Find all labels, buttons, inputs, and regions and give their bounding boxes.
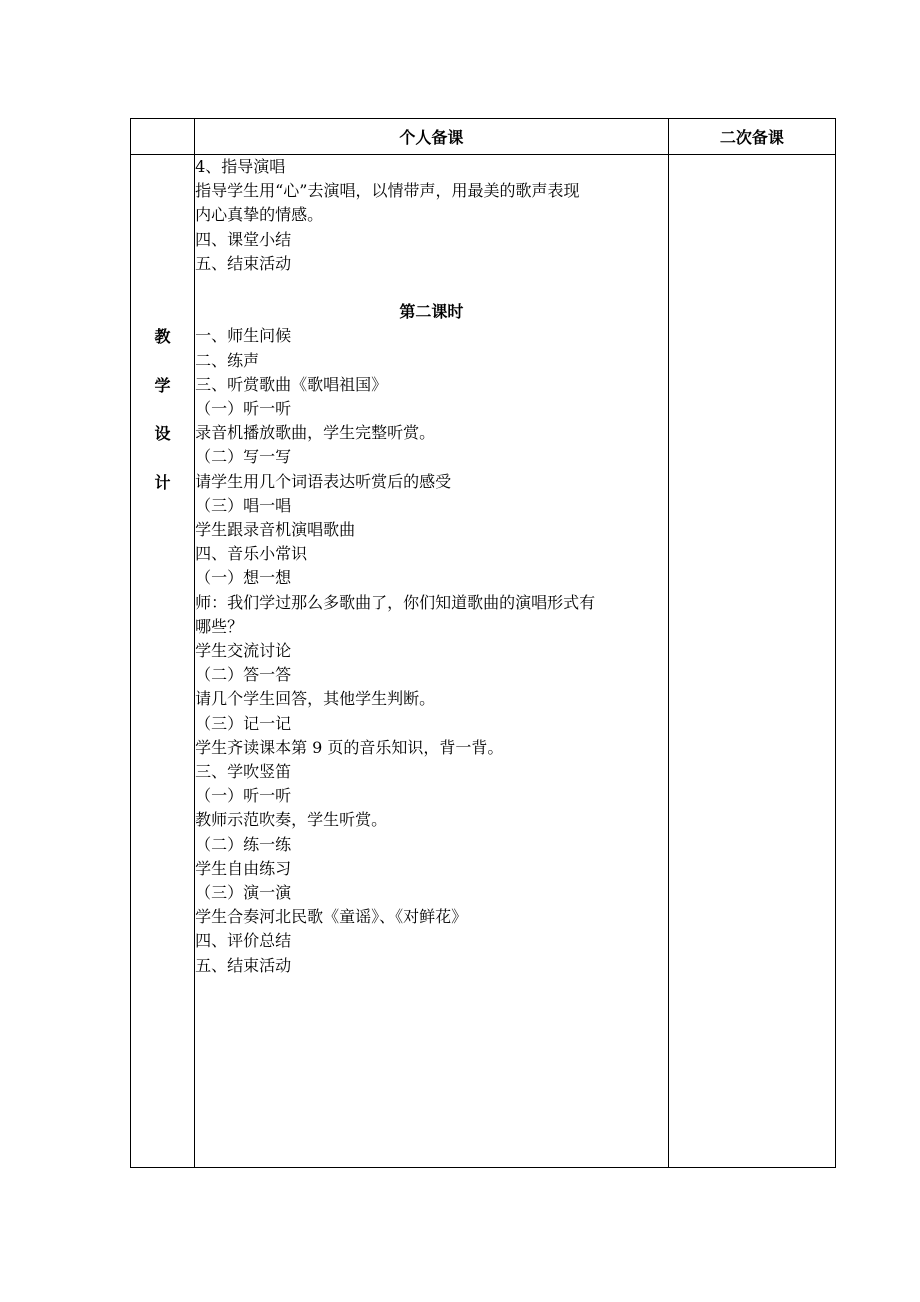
side-label-char: 计 [154,472,171,492]
content-line: （一）听一听 [195,786,292,806]
content-line: （三）演一演 [195,883,292,903]
content-line: 录音机播放歌曲，学生完整听赏。 [195,423,436,443]
content-line: 师：我们学过那么多歌曲了，你们知道歌曲的演唱形式有 [195,592,596,612]
content-line: 哪些？ [195,616,244,636]
content-line: （一）想一想 [195,568,292,588]
content-line: （三）唱一唱 [195,495,292,515]
header-personal-prep: 个人备课 [195,119,669,155]
content-line: 五、结束活动 [195,253,292,273]
content-line: 二、练声 [195,350,260,370]
secondary-prep-content [668,155,835,1168]
content-line: 四、音乐小常识 [195,544,308,564]
personal-prep-content [195,155,669,1168]
side-label-char: 教 [154,327,171,346]
content-line [195,276,668,300]
lesson-plan-table [130,118,836,1168]
content-line: 请学生用几个词语表达听赏后的感受 [195,471,452,491]
table-header-row [131,119,836,155]
side-label-char: 设 [154,424,171,443]
content-line: 三、学吹竖笛 [195,762,292,782]
content-line: 三、听赏歌曲《歌唱祖国》 [195,374,388,394]
content-line: 一、师生问候 [195,326,292,346]
content-line: 内心真挚的情感。 [195,205,324,225]
content-line: 四、评价总结 [195,931,292,951]
content-line: （二）答一答 [195,665,292,685]
lesson-content-lines [195,155,668,978]
content-line: 学生自由练习 [195,858,292,878]
content-line: （二）练一练 [195,834,292,854]
header-empty-cell [131,119,195,155]
lesson-subtitle: 第二课时 [399,302,464,322]
content-line: 学生交流讨论 [195,641,292,661]
side-label-char: 学 [154,375,171,395]
table-body-row [131,155,836,1168]
content-line: 指导学生用“心”去演唱，以情带声，用最美的歌声表现 [195,181,580,201]
content-line: 四、课堂小结 [195,229,292,249]
content-line: 4、指导演唱 [195,157,286,176]
content-line: （三）记一记 [195,713,292,733]
content-line: （一）听一听 [195,399,292,419]
content-line: 五、结束活动 [195,955,292,975]
side-label-cell [131,155,195,1168]
content-line: 教师示范吹奏，学生听赏。 [195,810,388,830]
content-line: （二）写一写 [195,447,292,467]
side-label [131,325,194,519]
header-secondary-prep: 二次备课 [668,119,835,155]
content-line: 学生合奏河北民歌《童谣》、《对鲜花》 [195,907,468,927]
content-line: 学生跟录音机演唱歌曲 [195,520,356,540]
content-line: 请几个学生回答，其他学生判断。 [195,689,436,709]
content-line: 学生齐读课本第 9 页的音乐知识，背一背。 [195,737,504,757]
